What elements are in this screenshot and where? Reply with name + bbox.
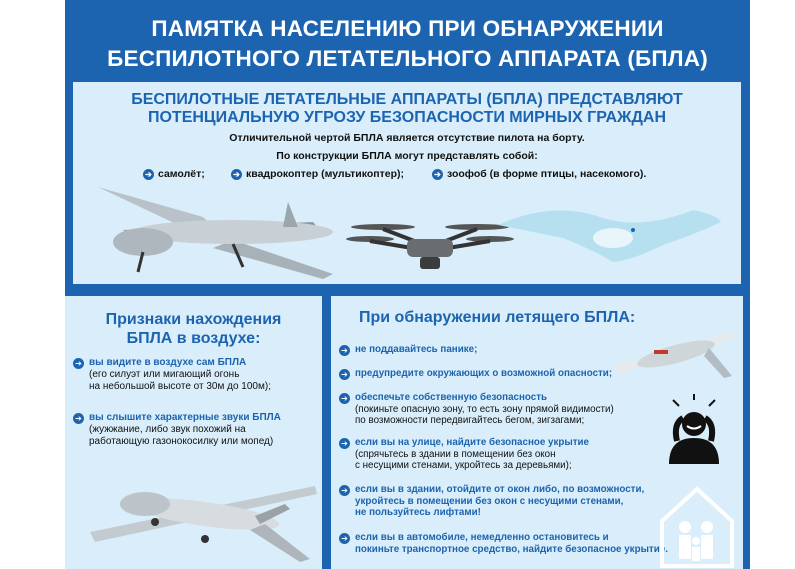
action-vehicle-head-1: если вы в автомобиле, немедленно остановитесь и [355,532,609,543]
arrow-bullet-icon: ➔ [73,413,84,424]
actions-panel [331,296,743,569]
sign-item-sound-head: вы слышите характерные звуки БПЛА [89,412,281,423]
signs-title [65,310,322,348]
arrow-bullet-icon: ➔ [231,169,242,180]
arrow-bullet-icon: ➔ [339,369,350,380]
type-zoophobe [432,168,646,180]
action-indoor-head-3: не пользуйтесь лифтами! [355,507,481,518]
action-outdoor-head: если вы на улице, найдите безопасное укрытие [355,437,589,448]
sign-item-visual-line-1: (его силуэт или мигающий огонь [89,369,240,380]
page-title [65,14,750,74]
types-intro: По конструкции БПЛА могут представлять собой: [276,150,538,162]
panic-person-icon [659,396,729,466]
airplane-drone-icon [85,464,320,564]
signs-panel [65,296,322,569]
arrow-bullet-icon: ➔ [339,485,350,496]
type-airplane [143,168,205,180]
arrow-bullet-icon: ➔ [143,169,154,180]
threat-panel [73,82,741,284]
arrow-bullet-icon: ➔ [339,393,350,404]
action-safety-head: обеспечьте собственную безопасность [355,392,548,403]
arrow-bullet-icon: ➔ [339,533,350,544]
arrow-bullet-icon: ➔ [432,169,443,180]
action-safety [355,392,614,427]
signs-title-line-2: БПЛА в воздухе: [126,330,261,347]
sign-item-visual-head: вы видите в воздухе сам БПЛА [89,357,247,368]
sign-item-sound-line-1: (жужжание, либо звук похожий на [89,424,246,435]
action-indoor [355,484,644,519]
action-outdoor-line-2: с несущими стенами, укройтесь за деревьями); [355,460,572,471]
quadcopter-icon [345,217,515,277]
family-house-icon [657,481,737,566]
airplane-drone-icon [614,326,739,381]
sign-item-visual [89,357,319,393]
title-line-1: ПАМЯТКА НАСЕЛЕНИЮ ПРИ ОБНАРУЖЕНИИ [151,16,664,41]
bird-drone-icon [493,190,723,270]
action-safety-line-2: по возможности передвигайтесь бегом, зигзагами; [355,415,585,426]
signs-title-line-1: Признаки нахождения [105,311,282,328]
action-outdoor [355,437,589,472]
type-airplane-label: самолёт; [158,168,205,180]
action-no-panic-head: не поддавайтесь панике; [355,344,478,355]
type-zoophobe-label: зоофоб (в форме птицы, насекомого). [447,168,647,180]
title-line-2: БЕСПИЛОТНОГО ЛЕТАТЕЛЬНОГО АППАРАТА (БПЛА) [107,46,708,71]
arrow-bullet-icon: ➔ [339,438,350,449]
action-indoor-head-2: укройтесь в помещении без окон с несущими стенами, [355,495,624,507]
threat-heading [73,91,741,127]
action-vehicle-head-2: покиньте транспортное средство, найдите безопасное укрытие. [355,543,668,555]
action-outdoor-line-1: (спрячьтесь в здании в помещении без окон [355,448,556,460]
action-vehicle [355,532,668,555]
arrow-bullet-icon: ➔ [73,358,84,369]
action-warn-head: предупредите окружающих о возможной опасности; [355,368,613,379]
threat-heading-line-1: БЕСПИЛОТНЫЕ ЛЕТАТЕЛЬНЫЕ АППАРАТЫ (БПЛА) ПРЕДСТАВЛЯЮТ [131,91,683,108]
action-safety-line-1: (покиньте опасную зону, то есть зону прямой видимости) [355,403,614,415]
type-quadcopter-label: квадрокоптер (мультикоптер); [246,168,404,180]
action-no-panic [355,344,477,356]
sign-item-visual-line-2: на небольшой высоте от 30м до 100м); [89,381,271,392]
airplane-drone-icon [83,182,338,282]
pilot-note: Отличительной чертой БПЛА является отсутствие пилота на борту. [229,132,585,144]
actions-title: При обнаружении летящего БПЛА: [359,309,636,326]
poster [65,0,750,569]
action-indoor-head-1: если вы в здании, отойдите от окон либо, по возможности, [355,484,645,495]
action-warn [355,368,612,380]
arrow-bullet-icon: ➔ [339,345,350,356]
threat-heading-line-2: ПОТЕНЦИАЛЬНУЮ УГРОЗУ БЕЗОПАСНОСТИ МИРНЫХ ГРАЖДАН [147,109,666,126]
sign-item-sound-line-2: работающую газонокосилку или мопед) [89,436,274,447]
type-quadcopter [231,168,404,180]
sign-item-sound [89,412,319,448]
